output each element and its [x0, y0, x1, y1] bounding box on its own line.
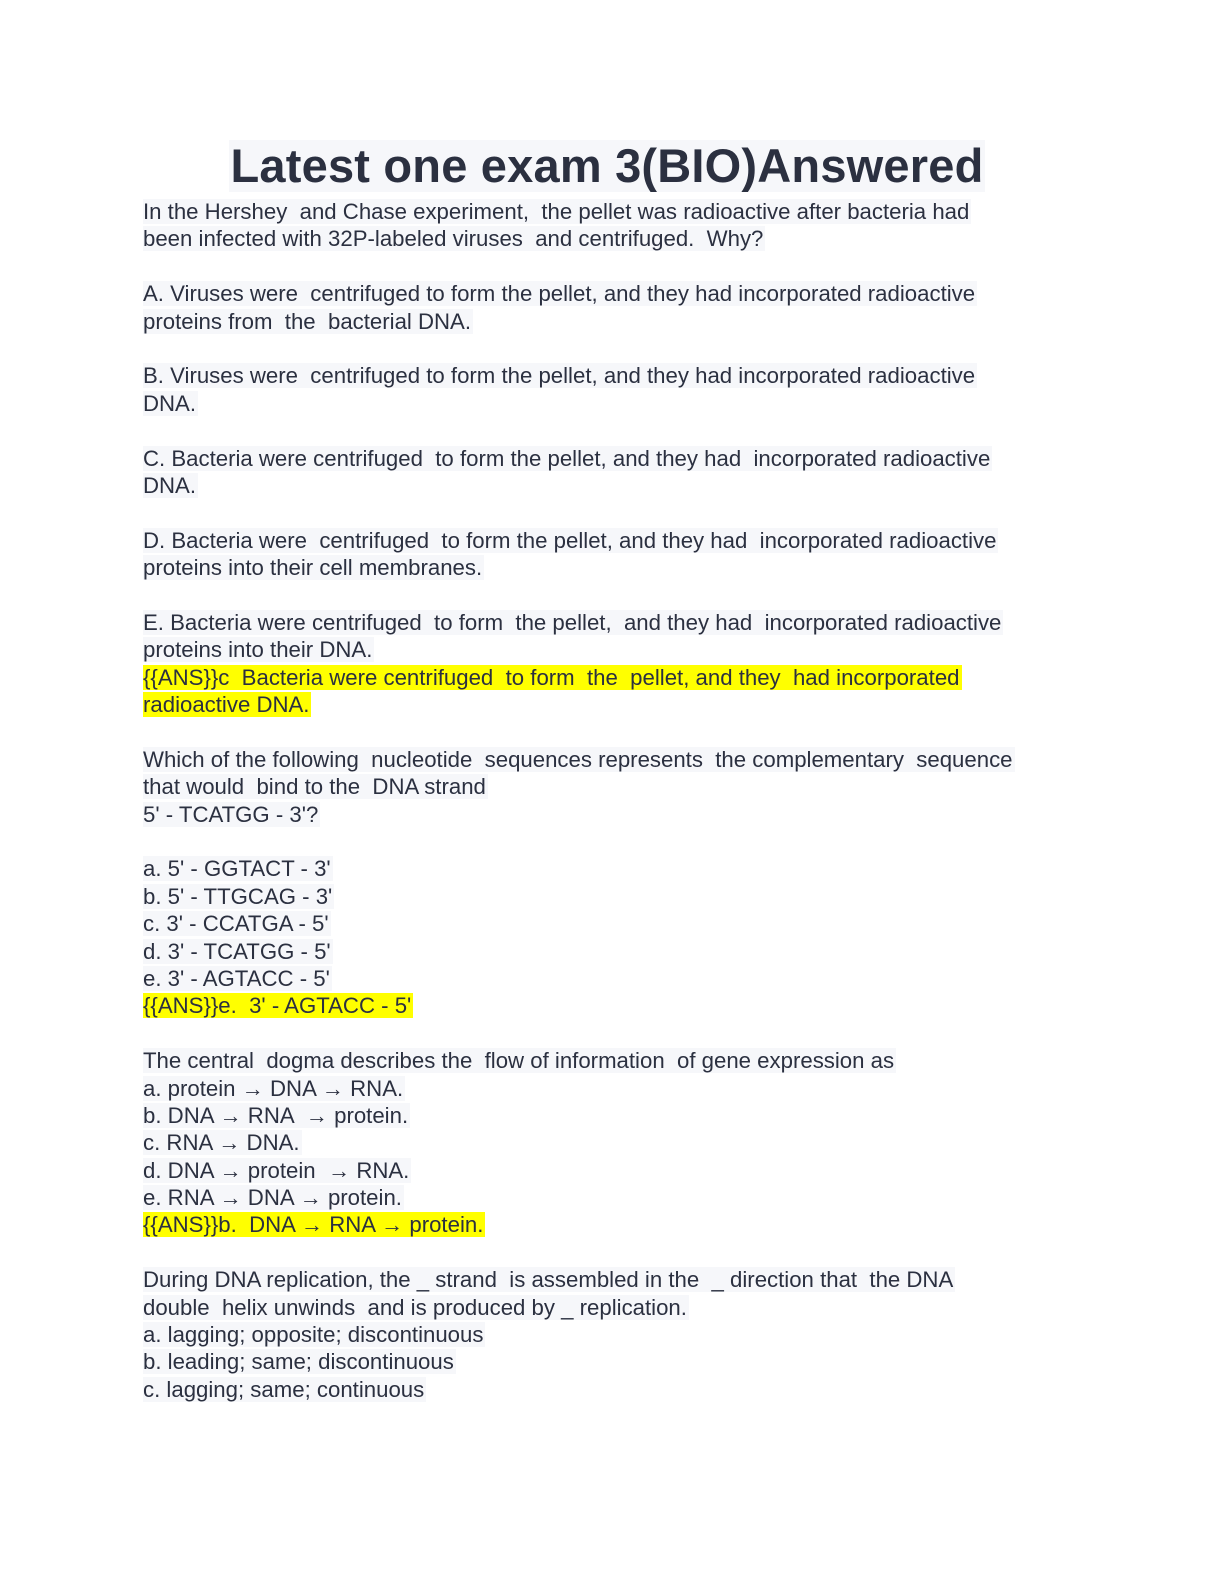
answer-option-line: b. leading; same; discontinuous [143, 1349, 454, 1375]
answer-option-line: d. 3' - TCATGG - 5' [143, 938, 331, 964]
answer-option-line: DNA. [143, 472, 197, 498]
answer-option-line: C. Bacteria were centrifuged to form the pellet, and they had incorporated radioactive [143, 445, 991, 471]
answer-option-line: E. Bacteria were centrifuged to form the pellet, and they had incorporated radioactive [143, 609, 1002, 635]
answer-option-line: e. RNA → DNA → protein. [143, 1185, 402, 1211]
answer-option-line: DNA. [143, 390, 197, 416]
answer-option-line: a. protein → DNA → RNA. [143, 1075, 404, 1101]
answer-option-line: b. 5' - TTGCAG - 3' [143, 883, 333, 909]
answer-option-line: proteins from the bacterial DNA. [143, 308, 472, 334]
question-3 [143, 1047, 1063, 1239]
paragraph-gap [143, 1020, 1063, 1047]
document-title: Latest one exam 3(BIO)Answered [230, 139, 984, 192]
answer-option-line: a. lagging; opposite; discontinuous [143, 1322, 484, 1348]
paragraph-gap [143, 581, 1063, 608]
question-stem-line: The central dogma describes the flow of information of gene expression as [143, 1048, 895, 1074]
answer-option-line: e. 3' - AGTACC - 5' [143, 965, 330, 991]
answer-option-line: b. DNA → RNA → protein. [143, 1102, 409, 1128]
highlighted-answer: {{ANS}}e. 3' - AGTACC - 5' [143, 993, 412, 1019]
paragraph-gap [143, 417, 1063, 444]
question-stem-line: that would bind to the DNA strand [143, 774, 486, 800]
highlighted-answer: {{ANS}}b. DNA → RNA → protein. [143, 1212, 484, 1238]
answer-option-line: proteins into their DNA. [143, 637, 373, 663]
answer-option-line: a. 5' - GGTACT - 3' [143, 856, 331, 882]
question-stem-line: 5' - TCATGG - 3'? [143, 801, 319, 827]
answer-option-line: c. lagging; same; continuous [143, 1376, 425, 1402]
highlighted-answer: radioactive DNA. [143, 692, 310, 718]
paragraph-gap [143, 253, 1063, 280]
question-1 [143, 198, 1063, 718]
answer-option-line: A. Viruses were centrifuged to form the pellet, and they had incorporated radioactive [143, 281, 976, 307]
question-4 [143, 1266, 1063, 1403]
question-stem-line: In the Hershey and Chase experiment, the pellet was radioactive after bacteria had [143, 199, 970, 224]
answer-option-line: proteins into their cell membranes. [143, 555, 483, 581]
question-stem-line: During DNA replication, the _ strand is assembled in the _ direction that the DNA [143, 1267, 954, 1293]
answer-option-line: B. Viruses were centrifuged to form the pellet, and they had incorporated radioactive [143, 363, 976, 389]
paragraph-gap [143, 335, 1063, 362]
answer-option-line: d. DNA → protein → RNA. [143, 1157, 410, 1183]
document-body [143, 198, 1063, 1403]
answer-option-line: c. 3' - CCATGA - 5' [143, 911, 329, 937]
highlighted-answer: {{ANS}}c Bacteria were centrifuged to form the pellet, and they had incorporated [143, 664, 960, 690]
paragraph-gap [143, 718, 1063, 745]
question-stem-line: Which of the following nucleotide sequences represents the complementary sequence [143, 746, 1013, 772]
paragraph-gap [143, 1239, 1063, 1266]
paragraph-gap [143, 499, 1063, 526]
paragraph-gap [143, 828, 1063, 855]
question-stem-line: double helix unwinds and is produced by _ replication. [143, 1294, 687, 1320]
answer-option-line: c. RNA → DNA. [143, 1130, 300, 1156]
question-2 [143, 746, 1063, 1020]
answer-option-line: D. Bacteria were centrifuged to form the pellet, and they had incorporated radioactive [143, 527, 997, 553]
question-stem-line: been infected with 32P-labeled viruses and centrifuged. Why? [143, 226, 764, 252]
